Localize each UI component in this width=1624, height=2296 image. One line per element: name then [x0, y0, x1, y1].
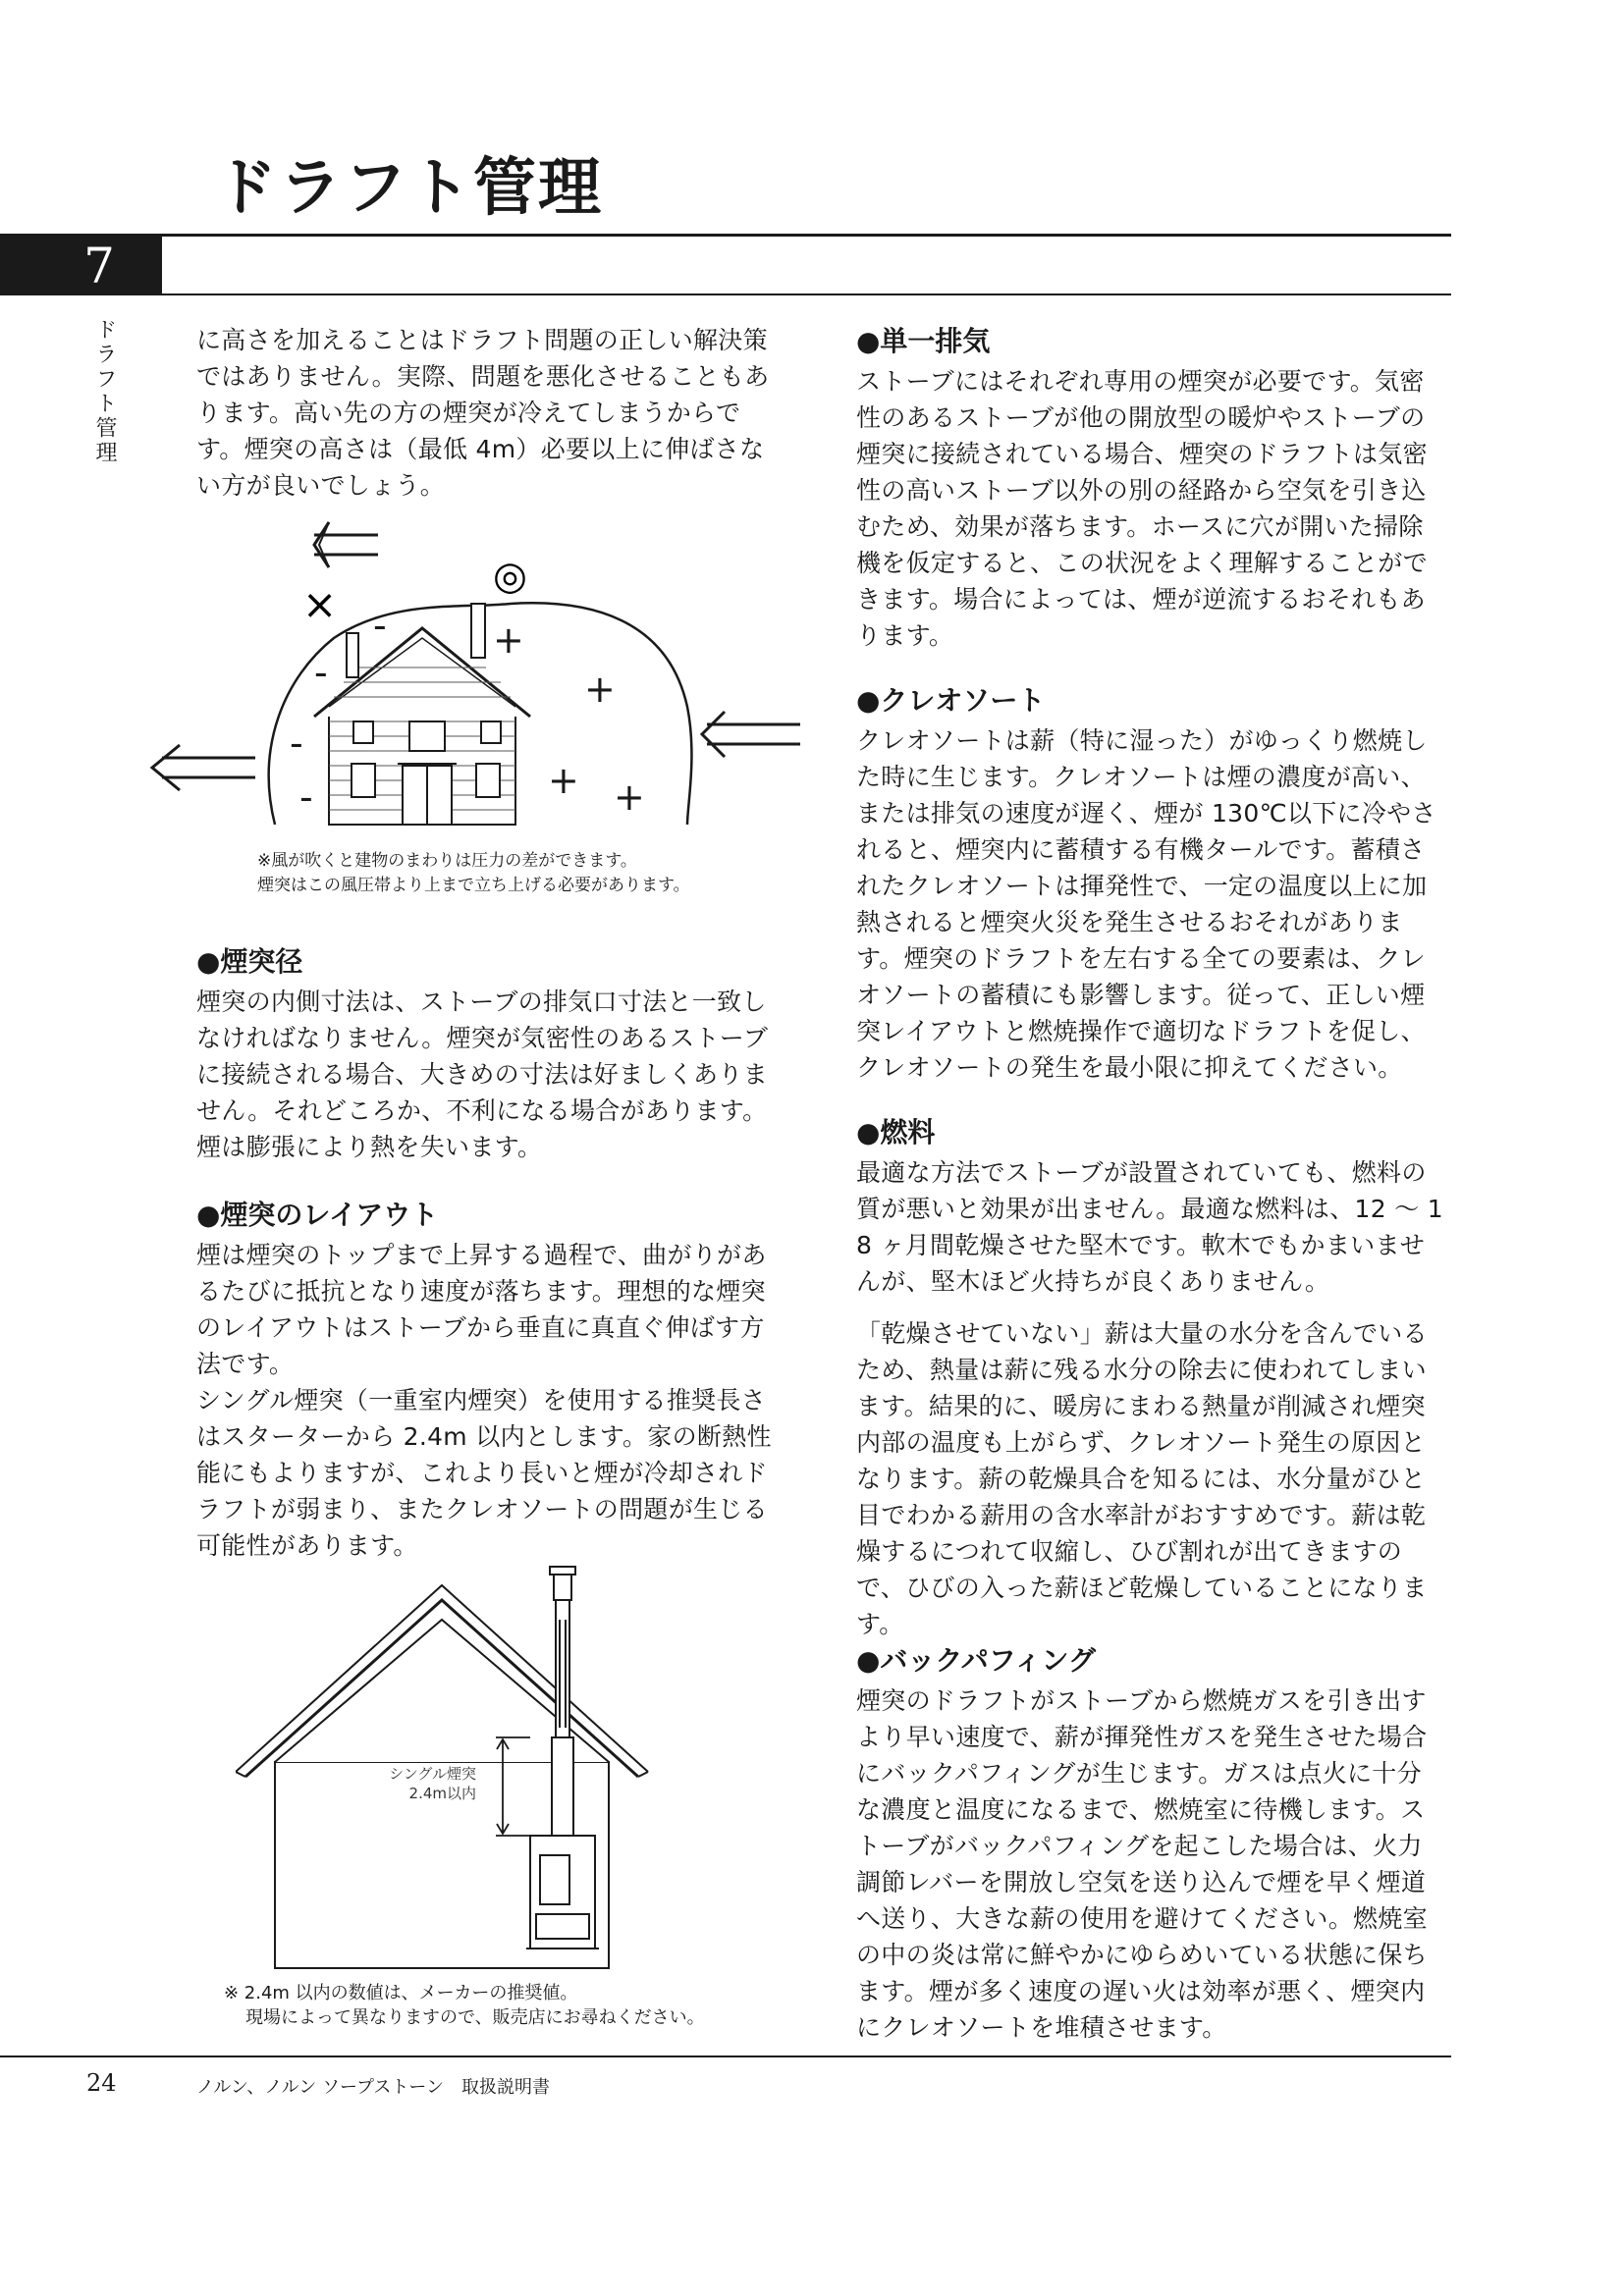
section-body: 煙は煙突のトップまで上昇する過程で、曲がりがあるたびに抵抗となり速度が落ちます。理想的な煙突のレイアウトはストーブから垂直に真直ぐ伸ばす方法です。 — [196, 1241, 767, 1378]
good-mark: ◎ — [493, 554, 527, 599]
minus-sign: - — [299, 775, 313, 819]
side-chapter-label: ドラフト管理 — [92, 318, 117, 465]
plus-sign: + — [548, 759, 579, 802]
footer-rule — [0, 2056, 1451, 2057]
section-body: ストーブにはそれぞれ専用の煙突が必要です。気密性のあるストーブが他の開放型の暖炉やストーブの煙突に接続されている場合、煙突のドラフトは気密性の高いストーブ以外の別の経路から空気を引き込むため、効果が落ちます。ホースに穴が開いた掃除機を仮定すると、この状況をよく理解することができます。場合によっては、煙が逆流するおそれもあります。 — [856, 367, 1428, 650]
plus-sign: + — [584, 667, 616, 711]
section-chimney-diameter — [196, 942, 785, 1165]
chimney-figure-note — [224, 1981, 705, 2030]
section-backpuffing — [856, 1641, 1445, 2046]
section-body-2: 「乾燥させていない」薪は大量の水分を含んでいるため、熱量は薪に残る水分の除去に使われてしまいます。結果的に、暖房にまわる熱量が削減され煙突内部の温度も上がらず、クレオソート発生の原因となります。薪の乾燥具合を知るには、水分量がひと目でわかる薪用の含水率計がおすすめです。薪は乾燥するにつれて収縮し、ひび割れが出てきますので、ひびの入った薪ほど乾燥していることになります。 — [856, 1319, 1428, 1638]
footer-manual-title: ノルン、ノルン ソープストーン 取扱説明書 — [196, 2077, 550, 2098]
wind-arrow-top — [314, 522, 378, 567]
caption-line: ※風が吹くと建物のまわりは圧力の差ができます。 — [257, 851, 637, 871]
section-body: 最適な方法でストーブが設置されていても、燃料の質が悪いと効果が出ません。最適な燃料は、12 ～ 18 ヶ月間乾燥させた堅木です。軟木でもかまいませんが、堅木ほど火持ちが良くありません。 — [856, 1158, 1443, 1296]
section-heading: ●クレオソート — [856, 684, 1046, 717]
minus-sign: - — [314, 651, 328, 694]
section-heading: ●煙突のレイアウト — [196, 1199, 439, 1231]
caption-line: 煙突はこの風圧帯より上まで立ち上げる必要があります。 — [257, 876, 690, 895]
page-title: ドラフト管理 — [214, 151, 603, 225]
section-creosote — [856, 681, 1445, 1086]
wind-arrow-right — [702, 712, 800, 757]
section-heading: ●バックパフィング — [856, 1644, 1096, 1677]
plus-sign: + — [614, 775, 645, 819]
chimney-length-label: シングル煙突 — [389, 1765, 476, 1783]
subheader-rule — [159, 294, 1451, 295]
minus-sign: - — [373, 604, 387, 647]
section-heading: ●単一排気 — [856, 325, 991, 357]
minus-sign: - — [290, 721, 303, 765]
wind-arrow-left — [152, 745, 255, 790]
chimney-house-figure — [236, 1561, 658, 1973]
section-heading: ●燃料 — [856, 1116, 936, 1148]
section-body: 煙突のドラフトがストーブから燃焼ガスを引き出すより早い速度で、薪が揮発性ガスを発生させた場合にバックパフィングが生じます。ガスは点火に十分な濃度と温度になるまで、燃焼室に待機します。ストーブがバックパフィングを起こした場合は、火力調節レバーを開放し空気を送り込んで煙を早く煙道へ送り、大きな薪の使用を避けてください。燃焼室の中の炎は常に鮮やかにゆらめいている状態に保ちます。煙が多く速度の遅い火は効率が悪く、煙突内にクレオソートを堆積させます。 — [856, 1686, 1428, 2042]
note-line: 現場によって異なりますので、販売店にお尋ねください。 — [245, 2007, 705, 2028]
intro-text-block — [196, 322, 785, 504]
page-number: 24 — [86, 2069, 117, 2097]
intro-paragraph: に高さを加えることはドラフト問題の正しい解決策ではありません。実際、問題を悪化させることもあります。高い先の方の煙突が冷えてしまうからです。煙突の高さは（最低 4m）必要以上に伸ばさない方が良いでしょう。 — [196, 326, 770, 500]
plus-sign: + — [493, 618, 524, 662]
bad-mark: × — [302, 580, 338, 628]
section-fuel — [856, 1113, 1445, 1642]
section-body: 煙突の内側寸法は、ストーブの排気口寸法と一致しなければなりません。煙突が気密性のあるストーブに接続される場合、大きめの寸法は好ましくありません。それどころか、不利になる場合があります。煙は膨張により熱を失います。 — [196, 988, 769, 1161]
section-single-flue — [856, 322, 1445, 654]
chapter-divider — [159, 237, 162, 295]
section-body: クレオソートは薪（特に湿った）がゆっくり燃焼した時に生じます。クレオソートは煙の濃度が高い、または排気の速度が遅く、煙が 130℃以下に冷やされると、煙突内に蓄積する有機タールです。蓄積されたクレオソートは揮発性で、一定の温度以上に加熱されると煙突火災を発生させるおそれがあります。煙突のドラフトを左右する全ての要素は、クレオソートの蓄積にも影響します。従って、正しい煙突レイアウトと燃焼操作で適切なドラフトを促し、クレオソートの発生を最小限に抑えてください。 — [856, 726, 1436, 1082]
section-chimney-layout — [196, 1196, 785, 1564]
chapter-number: 7 — [0, 237, 159, 295]
chimney-length-value: 2.4m以内 — [408, 1785, 476, 1802]
section-body-2: シングル煙突（一重室内煙突）を使用する推奨長さはスターターから 2.4m 以内とします。家の断熱性能にもよりますが、これより長いと煙が冷却されドラフトが弱まり、またクレオソートの問題が生じる可能性があります。 — [196, 1386, 772, 1560]
wind-pressure-house-figure — [137, 510, 815, 834]
note-line: ※ 2.4m 以内の数値は、メーカーの推奨値。 — [224, 1983, 578, 2003]
section-heading: ●煙突径 — [196, 945, 303, 978]
house-figure-caption — [257, 849, 690, 898]
header-rule — [0, 234, 1451, 237]
